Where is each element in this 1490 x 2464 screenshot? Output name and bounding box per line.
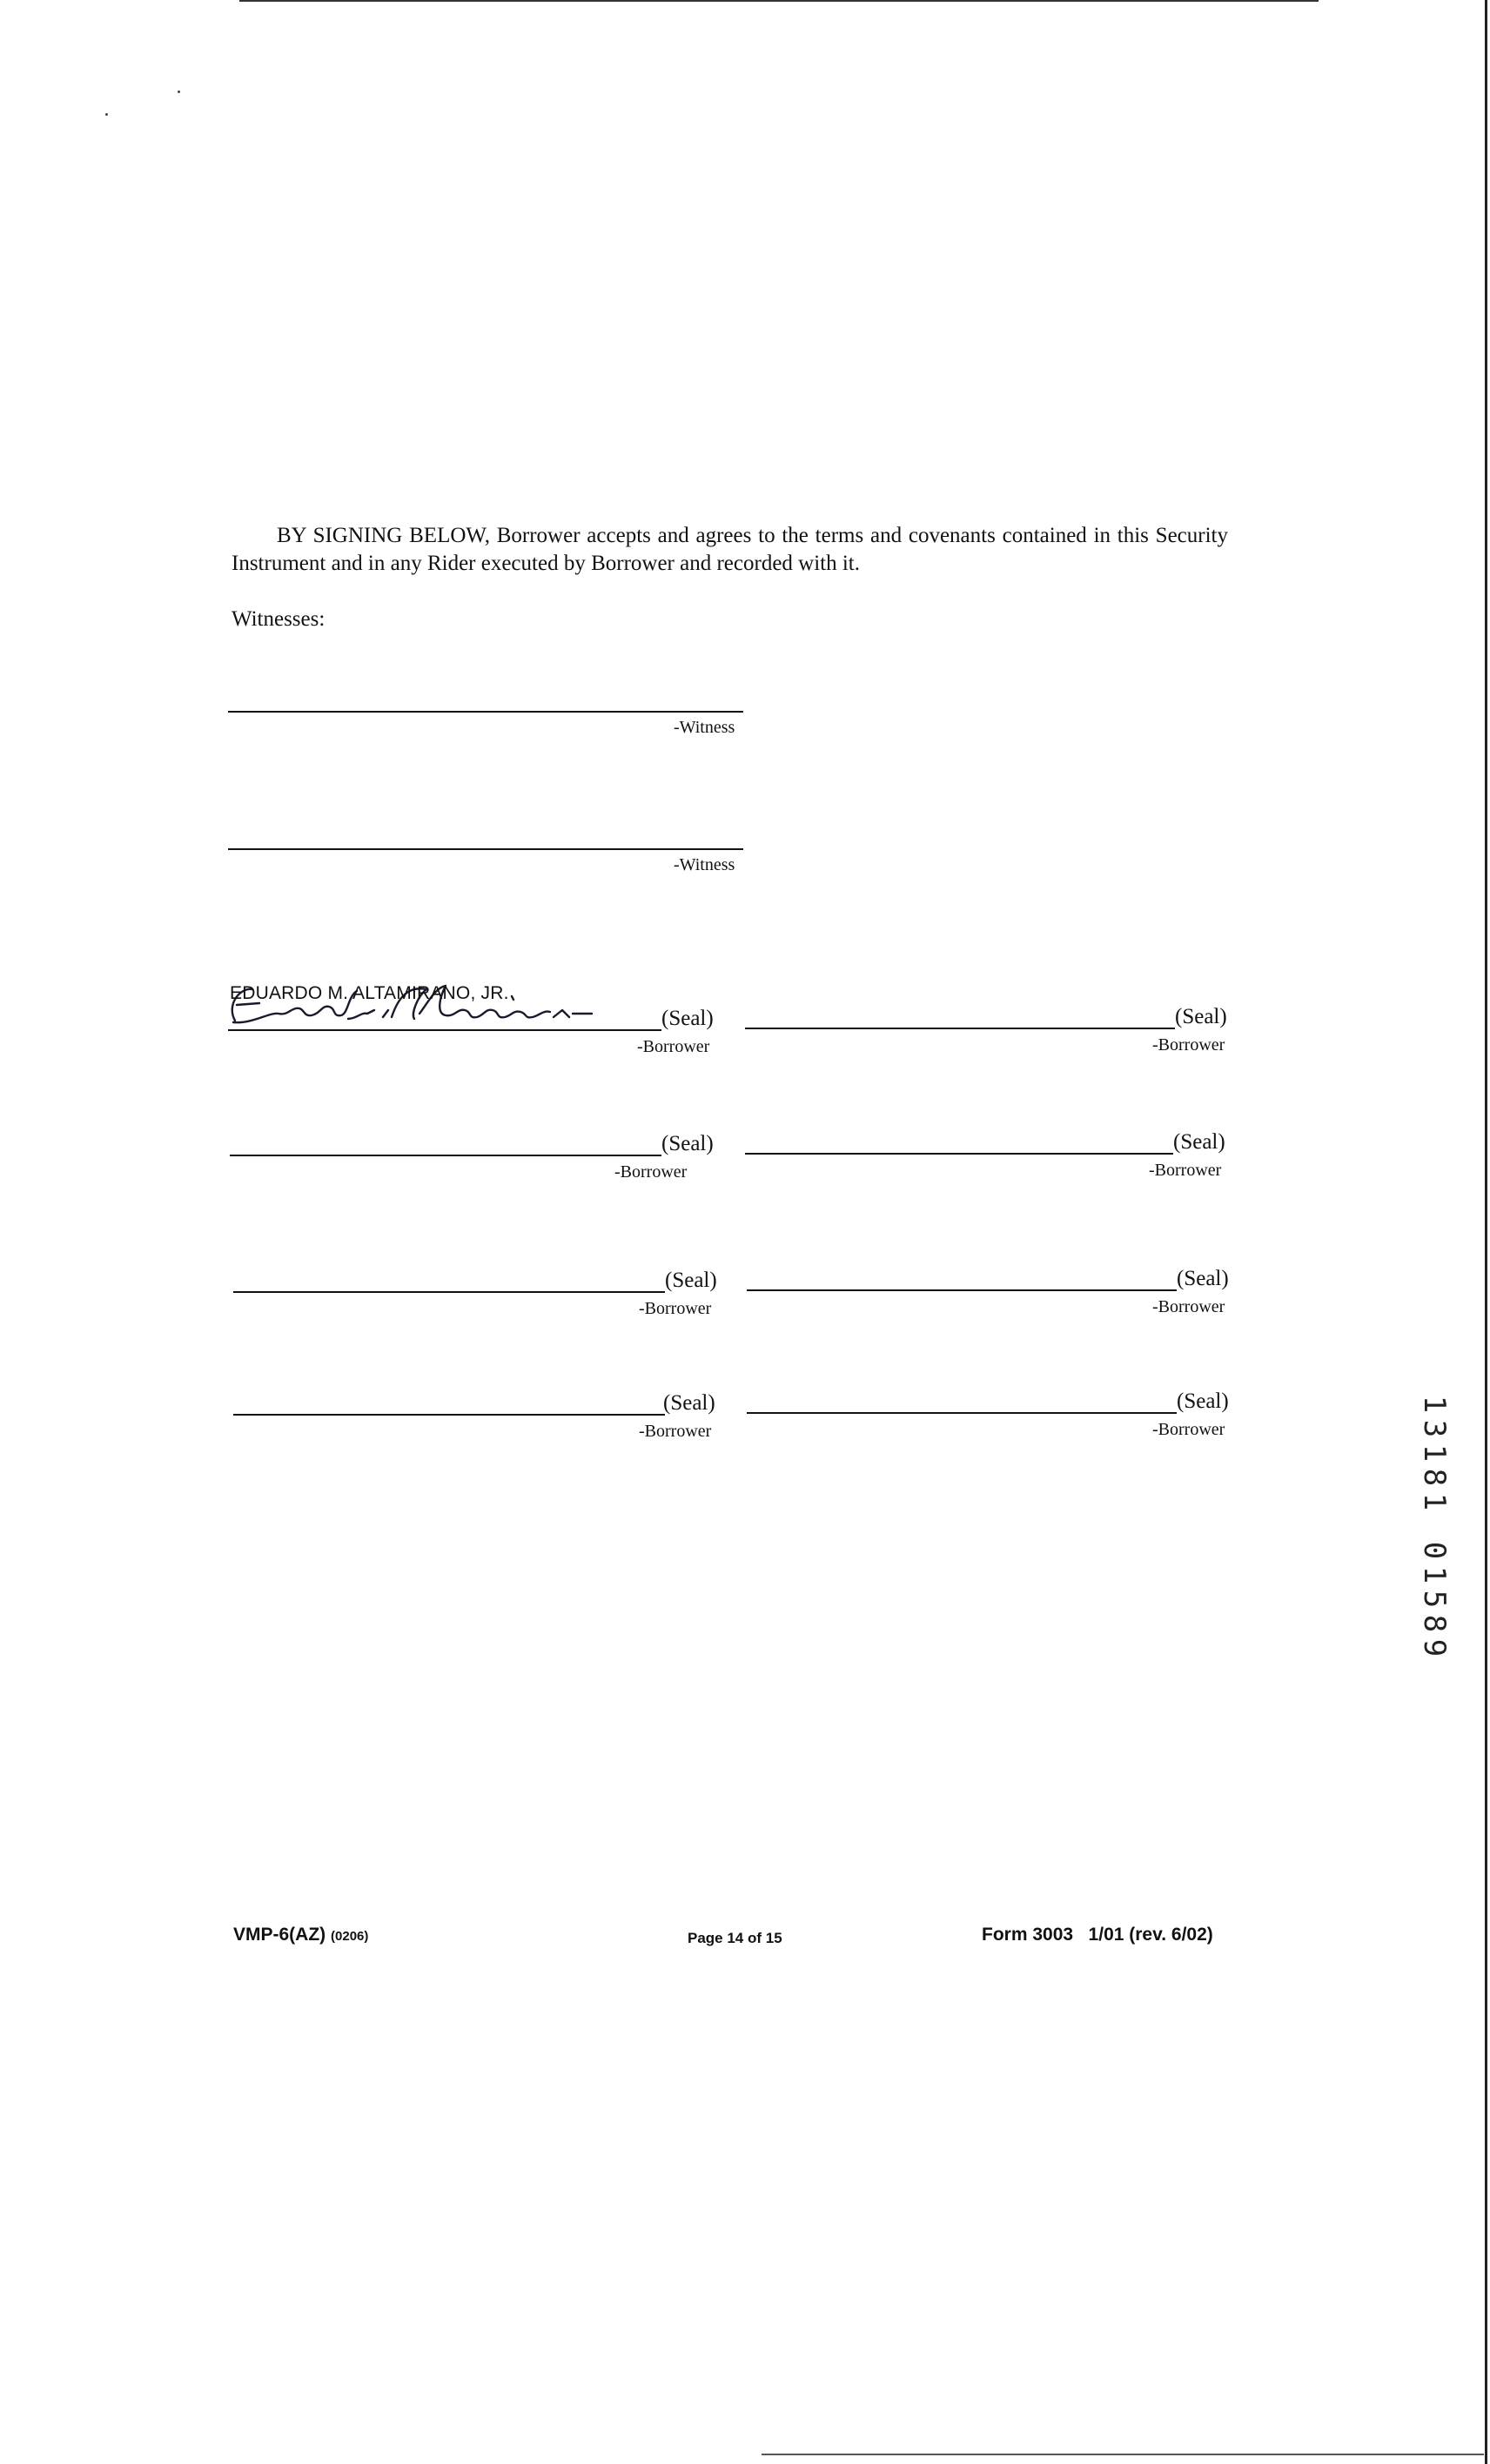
signer-name: EDUARDO M. ALTAMIRANO, JR. xyxy=(230,983,509,1003)
seal-label: (Seal) xyxy=(1177,1389,1229,1413)
witness-label: -Witness xyxy=(674,718,735,737)
borrower-signature-line xyxy=(230,1155,661,1156)
footer-page-number: Page 14 of 15 xyxy=(688,1930,782,1946)
borrower-signature-line xyxy=(747,1289,1177,1291)
borrower-signature-line xyxy=(233,1291,665,1293)
seal-label: (Seal) xyxy=(665,1269,717,1292)
witness-label: -Witness xyxy=(674,855,735,874)
seal-label: (Seal) xyxy=(1177,1267,1229,1290)
form-code: VMP-6(AZ) xyxy=(233,1925,326,1945)
page-right-edge xyxy=(1485,0,1487,2464)
borrower-signature-line xyxy=(747,1412,1177,1414)
borrower-label: -Borrower xyxy=(1152,1420,1225,1439)
stamp-character: 5 xyxy=(1417,1590,1452,1609)
seal-label: (Seal) xyxy=(661,1132,714,1155)
borrower-label: -Borrower xyxy=(614,1162,688,1182)
stamp-character: 8 xyxy=(1417,1614,1452,1633)
seal-label: (Seal) xyxy=(663,1391,715,1415)
borrower-label: -Borrower xyxy=(1152,1035,1225,1055)
stamp-character: 9 xyxy=(1417,1638,1452,1657)
borrower-signature-line xyxy=(233,1414,665,1416)
borrower-label: -Borrower xyxy=(1152,1297,1225,1316)
form-code-suffix: (0206) xyxy=(331,1929,369,1944)
page-bottom-edge xyxy=(762,2454,1484,2455)
signing-statement: BY SIGNING BELOW, Borrower accepts and agrees to the terms and covenants contained in this Security Instrument and in any Rider executed by Borrower and recorded with it. xyxy=(232,524,1228,575)
stamp-character: 1 xyxy=(1417,1565,1452,1584)
borrower-label: -Borrower xyxy=(639,1422,712,1441)
recording-number-stamp xyxy=(1417,1392,1452,1660)
borrower-signature-line xyxy=(745,1153,1173,1155)
witnesses-heading: Witnesses: xyxy=(232,607,326,631)
stamp-character: 1 xyxy=(1417,1443,1452,1463)
witness-signature-line xyxy=(228,848,743,850)
seal-label: (Seal) xyxy=(661,1007,714,1030)
stamp-character: 0 xyxy=(1417,1541,1452,1560)
witness-signature-line xyxy=(228,711,743,713)
seal-label: (Seal) xyxy=(1175,1005,1227,1028)
borrower-signature-line xyxy=(745,1028,1175,1029)
footer-form-code xyxy=(233,1925,368,1945)
seal-label: (Seal) xyxy=(1173,1130,1225,1154)
stamp-character: 1 xyxy=(1417,1395,1452,1414)
page-top-edge xyxy=(239,0,1319,2)
borrower-label: -Borrower xyxy=(637,1037,710,1056)
borrower-label: -Borrower xyxy=(1149,1161,1222,1180)
footer-form-number: Form 3003 1/01 (rev. 6/02) xyxy=(982,1925,1213,1945)
borrower-signature-line xyxy=(228,1029,661,1031)
stamp-character: 1 xyxy=(1417,1492,1452,1511)
stamp-character: 3 xyxy=(1417,1419,1452,1438)
scan-speck xyxy=(178,90,180,93)
borrower-label: -Borrower xyxy=(639,1299,712,1318)
scan-speck xyxy=(105,113,108,116)
stamp-character: 8 xyxy=(1417,1468,1452,1487)
